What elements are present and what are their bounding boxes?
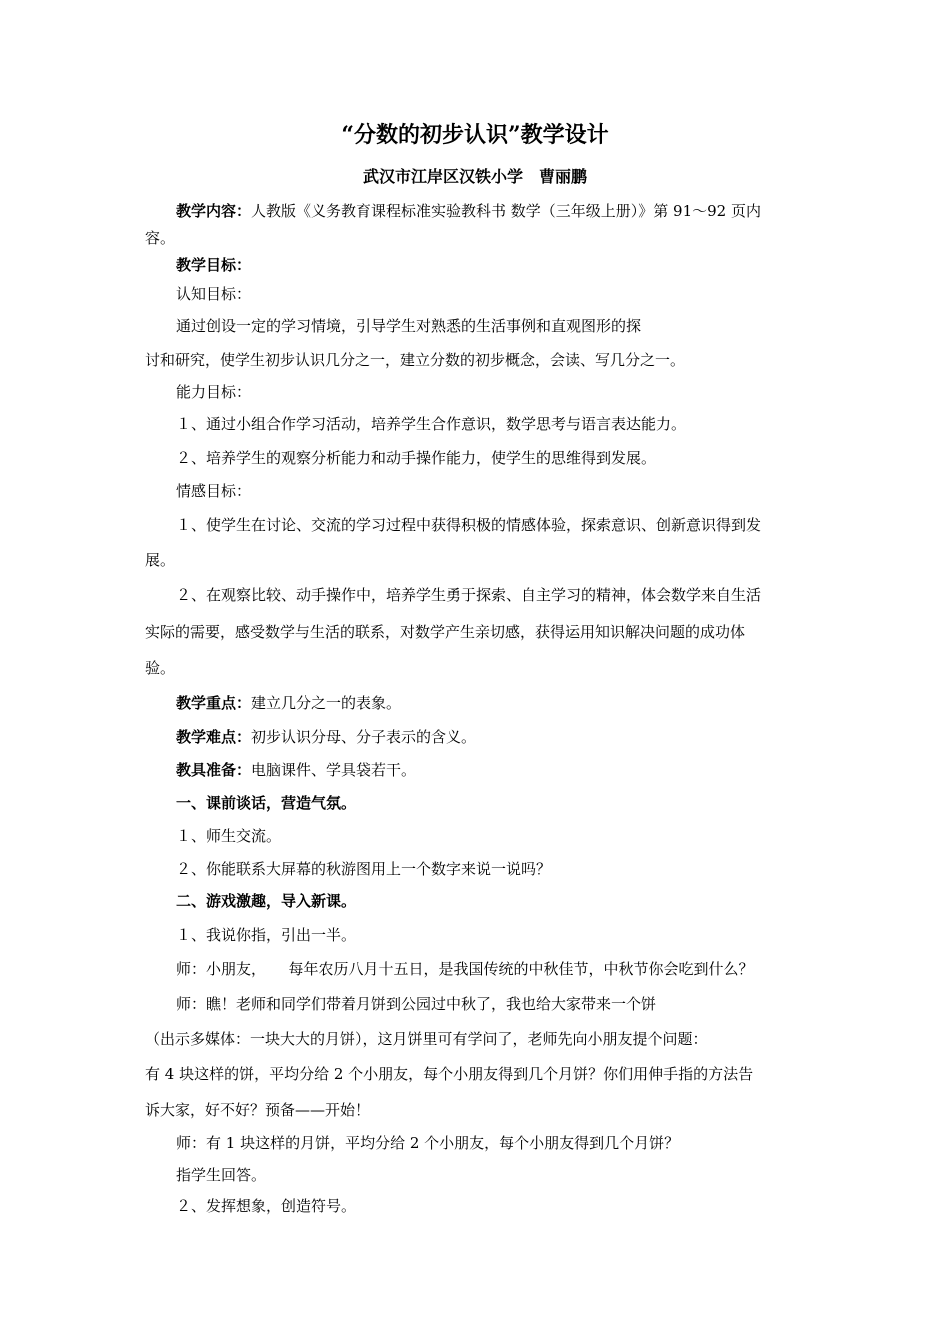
teacher-line-2-cont-3: 诉大家，好不好？预备——开始！ — [145, 1101, 371, 1119]
content-line — [176, 201, 761, 221]
teacher-line-2: 师：瞧！老师和同学们带着月饼到公园过中秋了，我也给大家带来一个饼 — [176, 995, 657, 1013]
ability-item-2: ２、培养学生的观察分析能力和动手操作能力，使学生的思维得到发展。 — [176, 449, 657, 467]
teacher-line-1: 师：小朋友， 每年农历八月十五日，是我国传统的中秋佳节，中秋节你会吃到什么？ — [176, 960, 754, 978]
emotion-item-2: ２、在观察比较、动手操作中，培养学生勇于探索、自主学习的精神，体会数学来自生活 — [176, 586, 762, 604]
difficulty-text: 初步认识分母、分子表示的含义。 — [251, 728, 477, 746]
key-point-text: 建立几分之一的表象。 — [251, 694, 402, 712]
section-1-heading: 一、课前谈话，营造气氛。 — [176, 794, 357, 812]
cognitive-label: 认知目标： — [176, 285, 252, 303]
materials-text: 电脑课件、学具袋若干。 — [251, 761, 417, 779]
student-answer-line: 指学生回答。 — [176, 1166, 267, 1184]
difficulty-label: 教学难点： — [176, 728, 252, 746]
ability-label: 能力目标： — [176, 383, 252, 401]
content-text: 人教版《义务教育课程标准实验教科书 数学（三年级上册）》第 91～92 页内 — [251, 202, 761, 220]
difficulty-line — [176, 727, 476, 747]
content-label: 教学内容： — [176, 202, 252, 220]
materials-label: 教具准备： — [176, 761, 252, 779]
emotion-item-2-cont-2: 验。 — [145, 659, 176, 677]
content-continuation: 容。 — [145, 229, 176, 247]
emotion-item-1: １、使学生在讨论、交流的学习过程中获得积极的情感体验，探索意识、创新意识得到发 — [176, 516, 762, 534]
section-1-item-1: １、师生交流。 — [176, 827, 282, 845]
teacher-line-2-cont-1: （出示多媒体：一块大大的月饼），这月饼里可有学问了，老师先向小朋友提个问题： — [145, 1030, 708, 1048]
cognitive-text-1: 通过创设一定的学习情境，引导学生对熟悉的生活事例和直观图形的探 — [176, 317, 642, 335]
section-2-item-1: １、我说你指，引出一半。 — [176, 926, 357, 944]
document-title: “分数的初步认识”教学设计 — [341, 122, 609, 148]
section-2-item-2: ２、发挥想象，创造符号。 — [176, 1197, 357, 1215]
section-1-item-2: ２、你能联系大屏幕的秋游图用上一个数字来说一说吗？ — [176, 860, 552, 878]
goals-heading: 教学目标： — [176, 256, 252, 274]
ability-item-1: １、通过小组合作学习活动，培养学生合作意识，数学思考与语言表达能力。 — [176, 415, 687, 433]
materials-line — [176, 760, 416, 780]
cognitive-text-2: 讨和研究，使学生初步认识几分之一，建立分数的初步概念，会读、写几分之一。 — [145, 351, 686, 369]
teacher-line-2-cont-2: 有 4 块这样的饼，平均分给 2 个小朋友，每个小朋友得到几个月饼？你们用伸手指的方法告 — [145, 1065, 754, 1083]
emotion-label: 情感目标： — [176, 482, 252, 500]
emotion-item-2-cont-1: 实际的需要，感受数学与生活的联系，对数学产生亲切感，获得运用知识解决问题的成功体 — [145, 623, 746, 641]
emotion-item-1-cont: 展。 — [145, 551, 176, 569]
teacher-line-3: 师：有 1 块这样的月饼，平均分给 2 个小朋友，每个小朋友得到几个月饼？ — [176, 1134, 680, 1152]
key-point-label: 教学重点： — [176, 694, 252, 712]
section-2-heading: 二、游戏激趣，导入新课。 — [176, 892, 357, 910]
key-point-line — [176, 693, 401, 713]
author-line: 武汉市江岸区汉铁小学 曹丽鹏 — [362, 167, 587, 186]
